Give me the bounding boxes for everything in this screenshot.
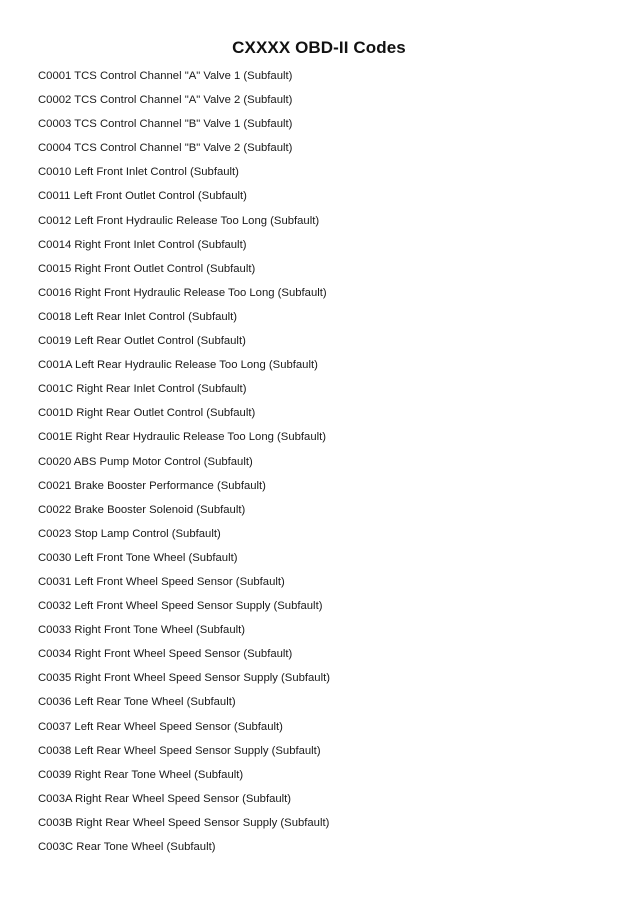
list-item: C0035 Right Front Wheel Speed Sensor Supply (Subfault) — [38, 672, 330, 685]
page-title: CXXXX OBD-II Codes — [232, 38, 406, 57]
list-item: C001C Right Rear Inlet Control (Subfault) — [38, 383, 247, 396]
list-item: C0034 Right Front Wheel Speed Sensor (Subfault) — [38, 648, 293, 661]
list-item: C0036 Left Rear Tone Wheel (Subfault) — [38, 696, 236, 709]
list-item: C0018 Left Rear Inlet Control (Subfault) — [38, 310, 238, 323]
code-list — [38, 68, 330, 863]
list-item: C0011 Left Front Outlet Control (Subfault) — [38, 190, 247, 203]
list-item: C0016 Right Front Hydraulic Release Too Long (Subfault) — [38, 286, 327, 299]
list-item: C003C Rear Tone Wheel (Subfault) — [38, 841, 216, 853]
list-item: C0032 Left Front Wheel Speed Sensor Supply (Subfault) — [38, 600, 323, 613]
list-item: C001D Right Rear Outlet Control (Subfault) — [38, 407, 256, 420]
list-item: C0022 Brake Booster Solenoid (Subfault) — [38, 503, 246, 516]
list-item: C0038 Left Rear Wheel Speed Sensor Supply (Subfault) — [38, 744, 321, 757]
list-item: C0010 Left Front Inlet Control (Subfault) — [38, 166, 239, 179]
list-item: C0030 Left Front Tone Wheel (Subfault) — [38, 551, 238, 564]
list-item: C0002 TCS Control Channel "A" Valve 2 (Subfault) — [38, 94, 293, 107]
list-item: C0001 TCS Control Channel "A" Valve 1 (Subfault) — [38, 70, 293, 82]
list-item: C0015 Right Front Outlet Control (Subfault) — [38, 262, 256, 275]
list-item: C001E Right Rear Hydraulic Release Too Long (Subfault) — [38, 431, 327, 444]
list-item: C0004 TCS Control Channel "B" Valve 2 (Subfault) — [38, 142, 293, 155]
list-item: C0039 Right Rear Tone Wheel (Subfault) — [38, 768, 244, 781]
list-item: C0023 Stop Lamp Control (Subfault) — [38, 527, 221, 540]
list-item: C0031 Left Front Wheel Speed Sensor (Subfault) — [38, 575, 285, 588]
list-item: C0012 Left Front Hydraulic Release Too Long (Subfault) — [38, 214, 320, 227]
list-item: C0033 Right Front Tone Wheel (Subfault) — [38, 624, 246, 637]
list-item: C0021 Brake Booster Performance (Subfault) — [38, 479, 266, 492]
list-item: C0020 ABS Pump Motor Control (Subfault) — [38, 455, 253, 468]
list-item: C0037 Left Rear Wheel Speed Sensor (Subfault) — [38, 720, 283, 733]
list-item: C0014 Right Front Inlet Control (Subfault) — [38, 238, 247, 251]
list-item: C003A Right Rear Wheel Speed Sensor (Subfault) — [38, 792, 292, 805]
list-item: C003B Right Rear Wheel Speed Sensor Supply (Subfault) — [38, 816, 330, 829]
list-item: C001A Left Rear Hydraulic Release Too Long (Subfault) — [38, 359, 318, 372]
list-item: C0019 Left Rear Outlet Control (Subfault) — [38, 335, 246, 348]
list-item: C0003 TCS Control Channel "B" Valve 1 (Subfault) — [38, 118, 293, 131]
